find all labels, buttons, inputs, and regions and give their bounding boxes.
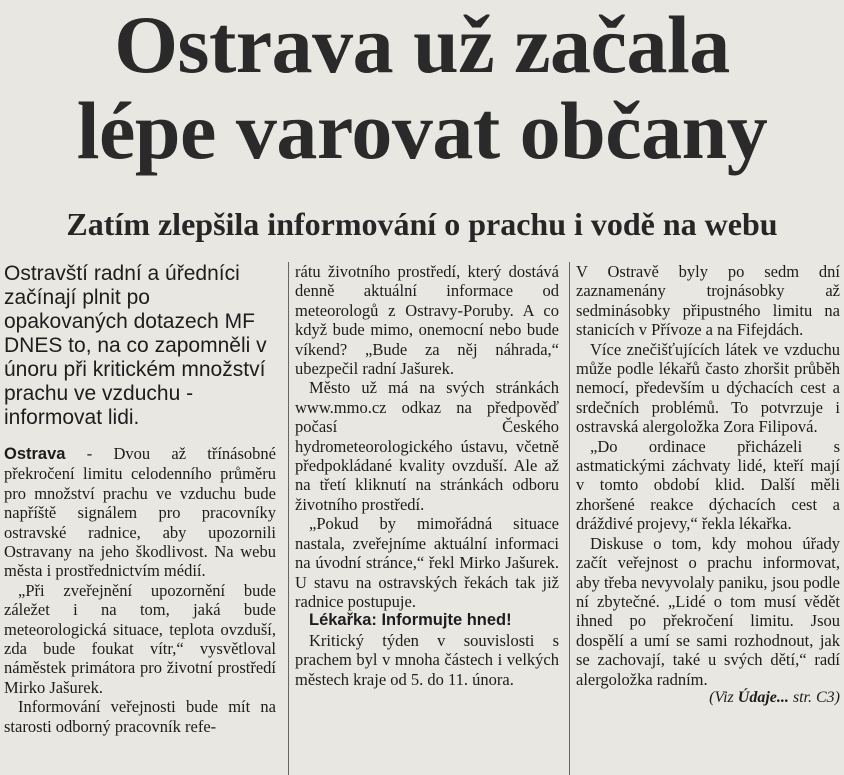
column-2-body [289, 262, 559, 689]
subheadline: Zatím zlepšila informování o prachu i vodě na webu [66, 206, 778, 242]
paragraph: „Pokud by mimořádná situace nastala, zveřejníme aktuální informaci na úvodní stránce,“ řekl Mirko Jašurek. U stavu na ostravských řekách tak již radnice postupuje. [295, 514, 559, 611]
intertitle: Lékařka: Informujte hned! [309, 611, 512, 630]
paragraph: Informování veřejnosti bude mít na starosti odborný pracovník refe- [4, 697, 276, 736]
dateline: Ostrava [4, 445, 66, 463]
paragraph [4, 444, 276, 581]
paragraph: „Do ordinace přicházeli s astmatickými záchvaty lidé, kteří mají v tomto období klid. Další měli zhoršené reakce dýchacích cest a dráždivé projevy,“ řekla lékařka. [576, 436, 840, 534]
column-2 [288, 262, 559, 775]
column-3 [569, 262, 840, 775]
paragraph: Město už má na svých stránkách www.mmo.cz odkaz na předpověď počasí Českého hydrometeorologického ústavu, včetně předpokládané kvality ovzduší. Ale až na třetí kliknutí na stránkách odboru životního prostředí. [295, 378, 559, 514]
paragraph: Více znečišťujících látek ve vzduchu může podle lékařů často zhoršit průběh nemocí, především u dýchacích cest a srdečních problémů. To potvrzuje i ostravská alergoložka Zora Filipová. [576, 339, 840, 437]
headline-line-2: lépe varovat občany [76, 85, 768, 176]
paragraph: rátu životního prostředí, který dostává denně aktuální informace od meteorologů z Ostravy-Poruby. A co když bude mimo, onemocní nebo bude víkend? „Bude za něj náhrada,“ ubezpečil radní Jašurek. [295, 262, 559, 379]
column-1-body [4, 444, 276, 736]
column-3-body [570, 262, 840, 707]
paragraph: V Ostravě byly po sedm dní zaznamenány trojnásobky až sedminásobky připustného limitu na stanicích v Přívoze a na Fifejdách. [576, 262, 840, 340]
headline-line-1: Ostrava už začala [114, 0, 730, 90]
paragraph: „Při zveřejnění upozornění bude záležet i na tom, jaká bude meteorologická situace, teplota ovzduší, zda bude foukat vítr,“ vysvětloval náměstek primátora pro životní prostředí Mirko Jašurek. [4, 580, 276, 697]
column-1 [4, 262, 276, 775]
paragraph-text: - Dvou až třínásobné překročení limitu celodenního průměru pro množství prachu ve vzduchu bude napříště signálem pro pracovníky ostravské radnice, aby upozornili Ostravany na jeho škodlivost. Na webu města i prostřednictvím médií. [4, 444, 276, 581]
headline [0, 2, 844, 174]
page-reference: (Viz Údaje... str. C3) [709, 688, 840, 706]
paragraph: Kritický týden v souvislosti s prachem byl v mnoha částech i velkých městech kraje od 5. do 11. února. [295, 630, 559, 689]
lead-paragraph: Ostravští radní a úředníci začínají plnit po opakovaných dotazech MF DNES to, na co zapomněli v únoru při kritickém množství prachu ve vzduchu - informovat lidi. [4, 262, 267, 429]
paragraph: Diskuse o tom, kdy mohou úřady začít veřejnost o prachu informovat, aby třeba nevyvolaly paniku, jsou podle ní zbytečné. „Lidé o tom musí vědět ihned po překročení limitu. Jsou dospělí a umí se sami rozhodnout, jak se zachovají, také u svých dětí,“ radí alergoložka radním. [576, 533, 840, 689]
